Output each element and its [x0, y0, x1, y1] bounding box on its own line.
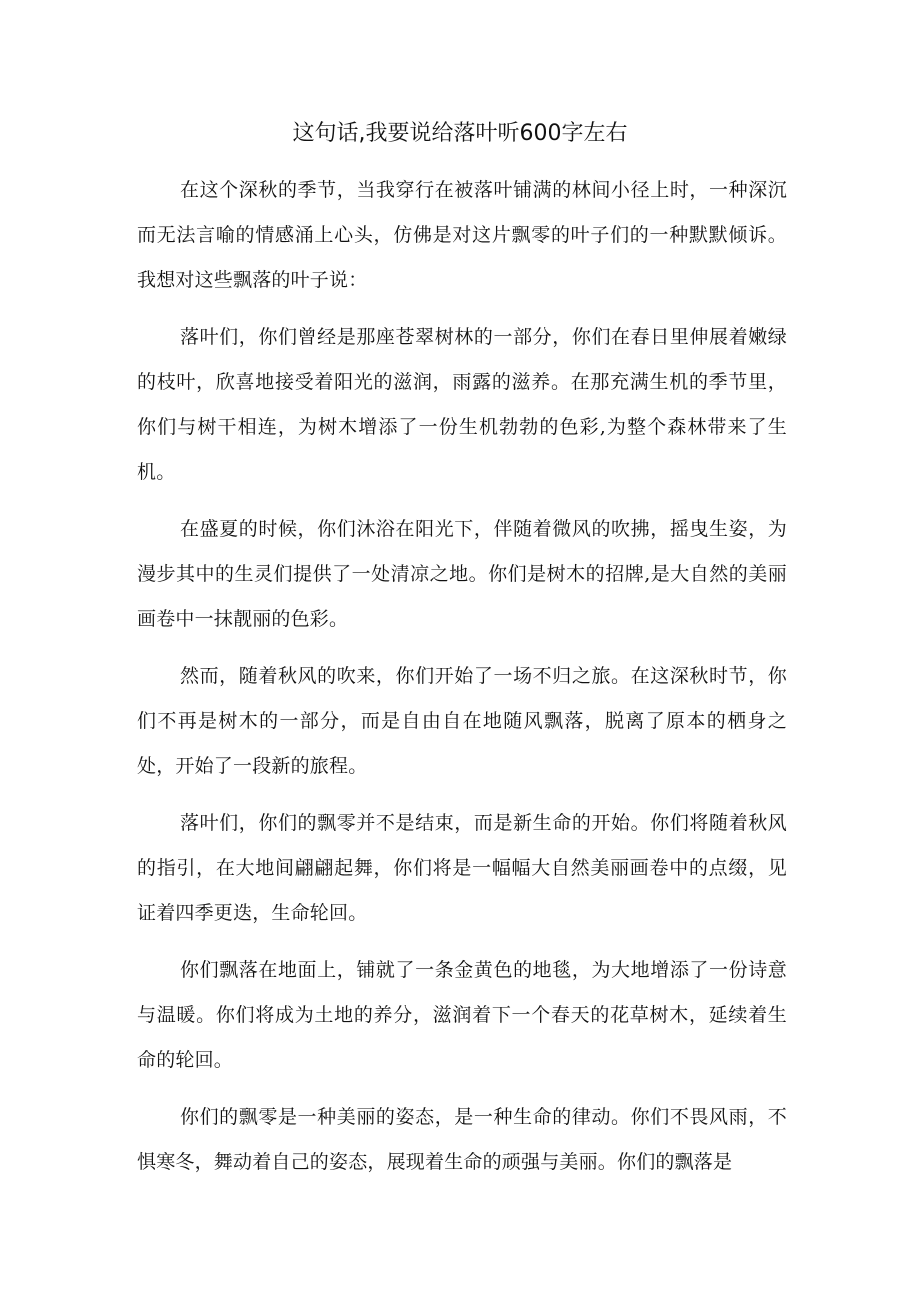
paragraph: 在这个深秋的季节，当我穿行在被落叶铺满的林间小径上时，一种深沉而无法言喻的情感涌上心头，仿佛是对这片飘零的叶子们的一种默默倾诉。我想对这些飘落的叶子说：	[137, 179, 787, 291]
paragraph: 在盛夏的时候，你们沐浴在阳光下，伴随着微风的吹拂，摇曳生姿，为漫步其中的生灵们提供了一处清凉之地。你们是树木的招牌,是大自然的美丽画卷中一抹靓丽的色彩。	[137, 518, 787, 630]
document-body	[137, 168, 787, 1197]
paragraph: 落叶们，你们的飘零并不是结束，而是新生命的开始。你们将随着秋风的指引，在大地间翩翩起舞，你们将是一幅幅大自然美丽画卷中的点缀，见证着四季更迭，生命轮回。	[137, 812, 787, 924]
paragraph: 落叶们，你们曾经是那座苍翠树林的一部分，你们在春日里伸展着嫩绿的枝叶，欣喜地接受着阳光的滋润，雨露的滋养。在那充满生机的季节里，你们与树干相连，为树木增添了一份生机勃勃的色彩,为整个森林带来了生机。	[137, 326, 787, 483]
paragraph: 你们的飘零是一种美丽的姿态，是一种生命的律动。你们不畏风雨，不惧寒冬，舞动着自己的姿态，展现着生命的顽强与美丽。你们的飘落是	[137, 1106, 787, 1173]
document-title: 这句话,我要说给落叶听600字左右	[292, 121, 628, 146]
paragraph: 然而，随着秋风的吹来，你们开始了一场不归之旅。在这深秋时节，你们不再是树木的一部分，而是自由自在地随风飘落，脱离了原本的栖身之处，开始了一段新的旅程。	[137, 665, 787, 777]
paragraph: 你们飘落在地面上，铺就了一条金黄色的地毯，为大地增添了一份诗意与温暖。你们将成为土地的养分，滋润着下一个春天的花草树木，延续着生命的轮回。	[137, 959, 787, 1071]
